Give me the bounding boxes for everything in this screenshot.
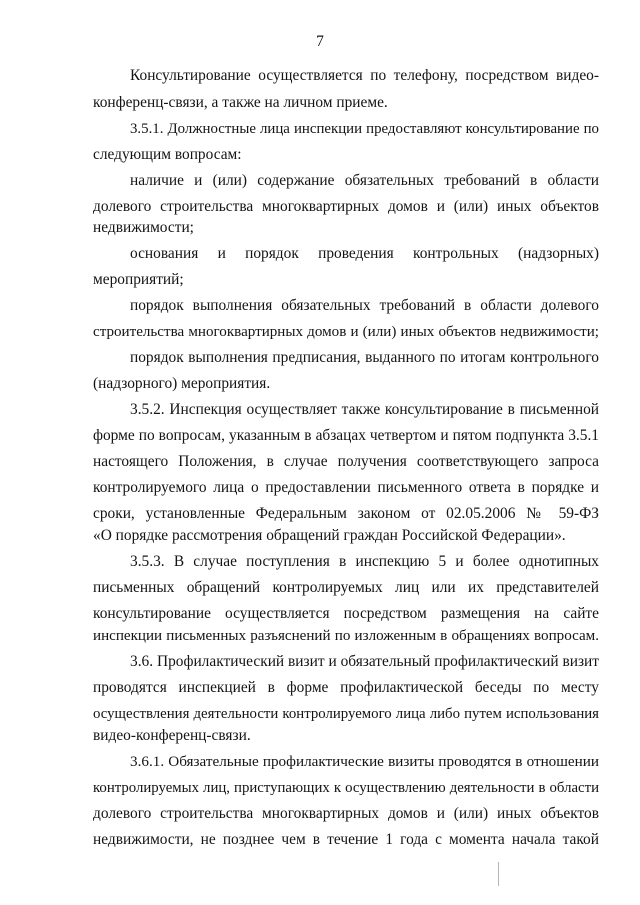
text-line: наличие и (или) содержание обязательных требований в области <box>130 172 599 189</box>
text-line: долевого строительства многоквартирных домов и (или) иных объектов <box>93 805 599 822</box>
text-line: письменных обращений контролируемых лиц или их представителей <box>93 579 599 596</box>
text-line: порядок выполнения обязательных требований в области долевого <box>130 297 599 314</box>
text-line: проводятся инспекцией в форме профилактической беседы по месту <box>93 679 599 696</box>
text-line: сроки, установленные Федеральным законом от 02.05.2006 № 59-ФЗ <box>93 505 599 522</box>
text-line: инспекции письменных разъяснений по изложенным в обращениях вопросам. <box>93 628 599 644</box>
text-line: контролируемых лиц, приступающих к осуществлению деятельности в области <box>93 780 599 796</box>
text-line: 3.5.3. В случае поступления в инспекцию 5 и более однотипных <box>130 553 599 570</box>
text-line: настоящего Положения, в случае получения соответствующего запроса <box>93 453 599 470</box>
text-line: (надзорного) мероприятия. <box>93 375 271 392</box>
text-line: Консультирование осуществляется по телефону, посредством видео- <box>130 67 599 84</box>
text-line: консультирование осуществляется посредством размещения на сайте <box>93 605 599 622</box>
text-line: строительства многоквартирных домов и (или) иных объектов недвижимости; <box>93 324 599 340</box>
text-line: 3.6.1. Обязательные профилактические визиты проводятся в отношении <box>130 753 599 770</box>
text-line: 3.6. Профилактический визит и обязательный профилактический визит <box>130 653 599 670</box>
text-line: осуществления деятельности контролируемого лица либо путем использования <box>93 706 599 722</box>
text-line: контролируемого лица о предоставлении письменного ответа в порядке и <box>93 479 599 496</box>
scan-speck <box>498 862 499 886</box>
text-line: мероприятий; <box>93 271 184 288</box>
text-line: видео-конференц-связи. <box>93 727 251 744</box>
text-line: недвижимости, не позднее чем в течение 1 года с момента начала такой <box>93 831 599 848</box>
text-line: 3.5.1. Должностные лица инспекции предоставляют консультирование по <box>130 121 599 137</box>
text-line: следующим вопросам: <box>93 146 242 163</box>
text-line: основания и порядок проведения контрольных (надзорных) <box>130 245 599 262</box>
text-line: недвижимости; <box>93 219 194 236</box>
text-line: долевого строительства многоквартирных домов и (или) иных объектов <box>93 198 599 215</box>
text-line: форме по вопросам, указанным в абзацах четвертом и пятом подпункта 3.5.1 <box>93 427 599 444</box>
text-line: порядок выполнения предписания, выданного по итогам контрольного <box>130 349 599 366</box>
text-line: конференц-связи, а также на личном приеме. <box>93 94 388 111</box>
text-line: 3.5.2. Инспекция осуществляет также консультирование в письменной <box>130 401 599 418</box>
text-line: «О порядке рассмотрения обращений граждан Российской Федерации». <box>93 527 566 544</box>
page-number: 7 <box>316 33 324 50</box>
